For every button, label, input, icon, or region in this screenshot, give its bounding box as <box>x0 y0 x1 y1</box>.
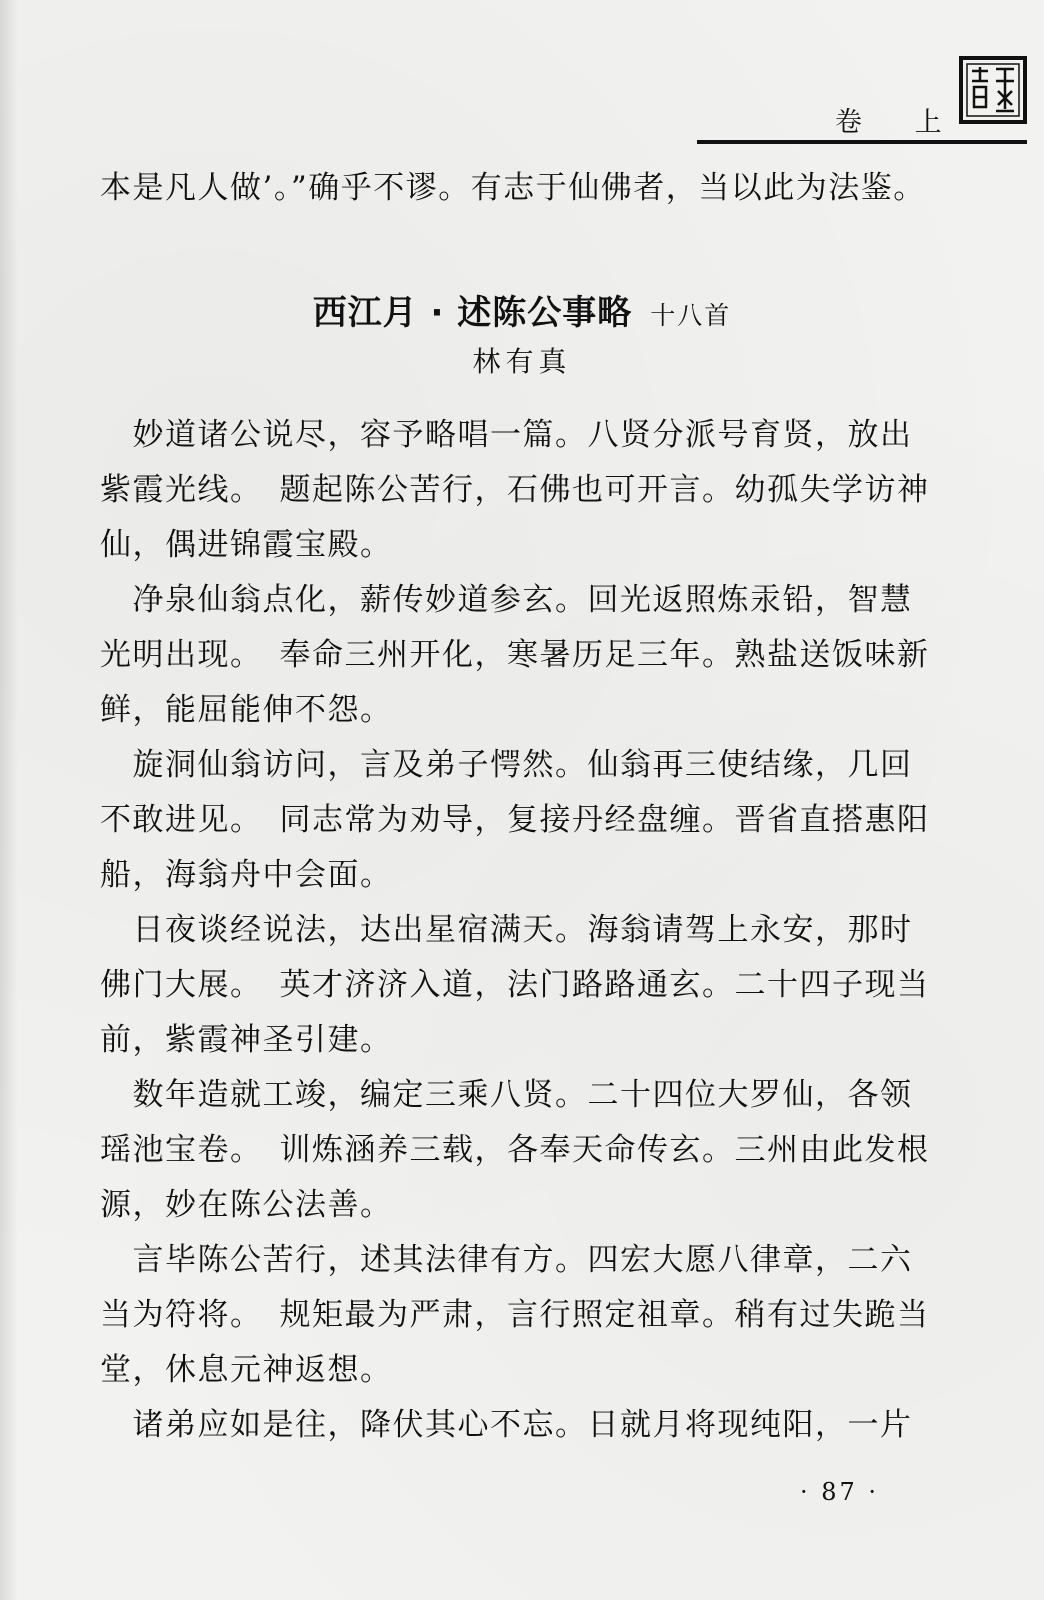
header-rule <box>697 140 1027 144</box>
body-line: 光明出现。 奉命三州开化，寒暑历足三年。熟盐送饭味新 <box>100 637 930 673</box>
body-line: 日夜谈经说法，达出星宿满天。海翁请驾上永安，那时 <box>100 912 913 948</box>
body-line: 佛门大展。 英才济济入道，法门路路通玄。二十四子现当 <box>100 967 930 1003</box>
body-line: 前，紫霞神圣引建。 <box>100 1022 393 1058</box>
page-binding-shadow <box>0 0 18 1600</box>
seal-stamp-icon <box>958 55 1028 125</box>
poem-author: 林有真 <box>472 345 572 378</box>
poem-title: 西江月 · 述陈公事略 <box>312 293 633 333</box>
section-label: 卷 上 <box>835 107 964 138</box>
body-line: 旋洞仙翁访问，言及弟子愕然。仙翁再三使结缘，几回 <box>100 747 913 783</box>
poem-title-block <box>0 285 1044 334</box>
body-line: 鲜，能屈能伸不怨。 <box>100 692 393 728</box>
body-line: 妙道诸公说尽，容予略唱一篇。八贤分派号育贤，放出 <box>100 417 913 453</box>
poem-subtitle: 十八首 <box>650 301 732 330</box>
body-line: 言毕陈公苦行，述其法律有方。四宏大愿八律章，二六 <box>100 1242 913 1278</box>
body-line: 当为符将。 规矩最为严肃，言行照定祖章。稍有过失跪当 <box>100 1297 930 1333</box>
body-line: 堂，休息元神返想。 <box>100 1352 393 1388</box>
body-line: 仙，偶进锦霞宝殿。 <box>100 527 393 563</box>
body-line: 船，海翁舟中会面。 <box>100 857 393 893</box>
body-line: 净泉仙翁点化，薪传妙道参玄。回光返照炼汞铅，智慧 <box>100 582 913 618</box>
body-line: 瑶池宝卷。 训炼涵养三载，各奉天命传玄。三州由此发根 <box>100 1132 930 1168</box>
body-line: 紫霞光线。 题起陈公苦行，石佛也可开言。幼孤失学访神 <box>100 472 930 508</box>
intro-line: 本是凡人做’。”确乎不谬。有志于仙佛者，当以此为法鉴。 <box>100 170 926 206</box>
body-line: 诸弟应如是往，降伏其心不忘。日就月将现纯阳，一片 <box>100 1407 913 1443</box>
body-line: 源，妙在陈公法善。 <box>100 1187 393 1223</box>
body-line: 数年造就工竣，编定三乘八贤。二十四位大罗仙，各领 <box>100 1077 913 1113</box>
page-number: · 87 · <box>800 1478 880 1506</box>
body-line: 不敢进见。 同志常为劝导，复接丹经盘缠。晋省直搭惠阳 <box>100 802 930 838</box>
